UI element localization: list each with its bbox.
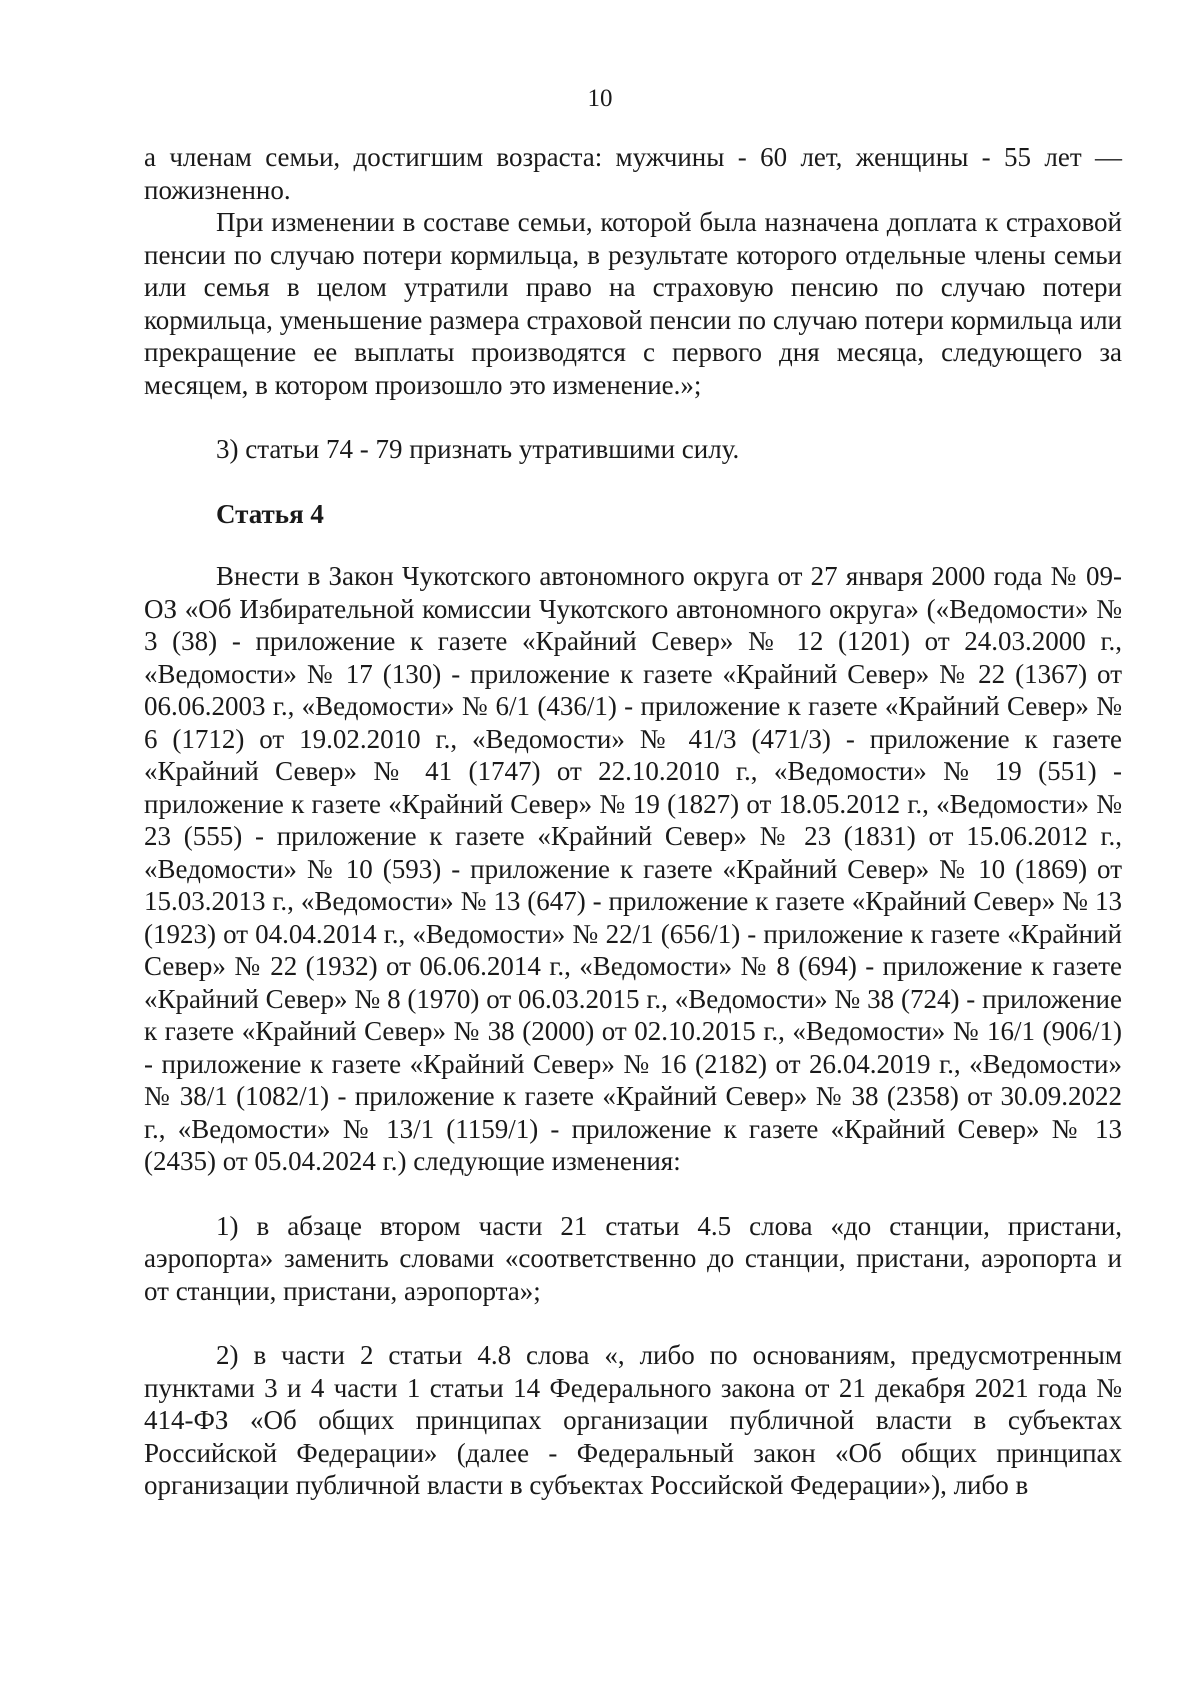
paragraph-continuation: а членам семьи, достигшим возраста: мужчины - 60 лет, женщины - 55 лет — пожизненно.	[144, 142, 1122, 205]
document-body	[144, 141, 1122, 1502]
article-heading: Статья 4	[216, 498, 324, 529]
paragraph-item-1: 1) в абзаце втором части 21 статьи 4.5 слова «до станции, пристани, аэропорта» заменить словами «соответственно до станции, пристани, аэропорта и от станции, пристани, аэропорта»;	[144, 1210, 1122, 1306]
paragraph-item-2: 2) в части 2 статьи 4.8 слова «, либо по основаниям, предусмотренным пунктами 3 и 4 части 1 статьи 14 Федерального закона от 21 декабря 2021 года № 414-ФЗ «Об общих принципах организации публичной власти в субъектах Российской Федерации» (далее - Федеральный закон «Об общих принципах организации публичной власти в субъектах Российской Федерации»), либо в	[144, 1340, 1122, 1500]
paragraph-item-3: 3) статьи 74 - 79 признать утратившими силу.	[216, 434, 740, 464]
paragraph-amendment-intro: Внести в Закон Чукотского автономного округа от 27 января 2000 года № 09-ОЗ «Об Избирательной комиссии Чукотского автономного округа» («Ведомости» № 3 (38) - приложение к газете «Крайний Север» № 12 (1201) от 24.03.2000 г., «Ведомости» № 17 (130) - приложение к газете «Крайний Север» № 22 (1367) от 06.06.2003 г., «Ведомости» № 6/1 (436/1) - приложение к газете «Крайний Север» № 6 (1712) от 19.02.2010 г., «Ведомости» № 41/3 (471/3) - приложение к газете «Крайний Север» № 41 (1747) от 22.10.2010 г., «Ведомости» № 19 (551) - приложение к газете «Крайний Север» № 19 (1827) от 18.05.2012 г., «Ведомости» № 23 (555) - приложение к газете «Крайний Север» № 23 (1831) от 15.06.2012 г., «Ведомости» № 10 (593) - приложение к газете «Крайний Север» № 10 (1869) от 15.03.2013 г., «Ведомости» № 13 (647) - приложение к газете «Крайний Север» № 13 (1923) от 04.04.2014 г., «Ведомости» № 22/1 (656/1) - приложение к газете «Крайний Север» № 22 (1932) от 06.06.2014 г., «Ведомости» № 8 (694) - приложение к газете «Крайний Север» № 8 (1970) от 06.03.2015 г., «Ведомости» № 38 (724) - приложение к газете «Крайний Север» № 38 (2000) от 02.10.2015 г., «Ведомости» № 16/1 (906/1) - приложение к газете «Крайний Север» № 16 (2182) от 26.04.2019 г., «Ведомости» № 38/1 (1082/1) - приложение к газете «Крайний Север» № 38 (2358) от 30.09.2022 г., «Ведомости» № 13/1 (1159/1) - приложение к газете «Крайний Север» № 13 (2435) от 05.04.2024 г.) следующие изменения:	[144, 561, 1122, 1176]
paragraph-family-change: При изменении в составе семьи, которой была назначена доплата к страховой пенсии по случаю потери кормильца, в результате которого отдельные члены семьи или семья в целом утратили право на страховую пенсию по случаю потери кормильца, уменьшение размера страховой пенсии по случаю потери кормильца или прекращение ее выплаты производятся с первого дня месяца, следующего за месяцем, в котором произошло это изменение.»;	[144, 207, 1122, 400]
page-number: 10	[587, 85, 613, 112]
